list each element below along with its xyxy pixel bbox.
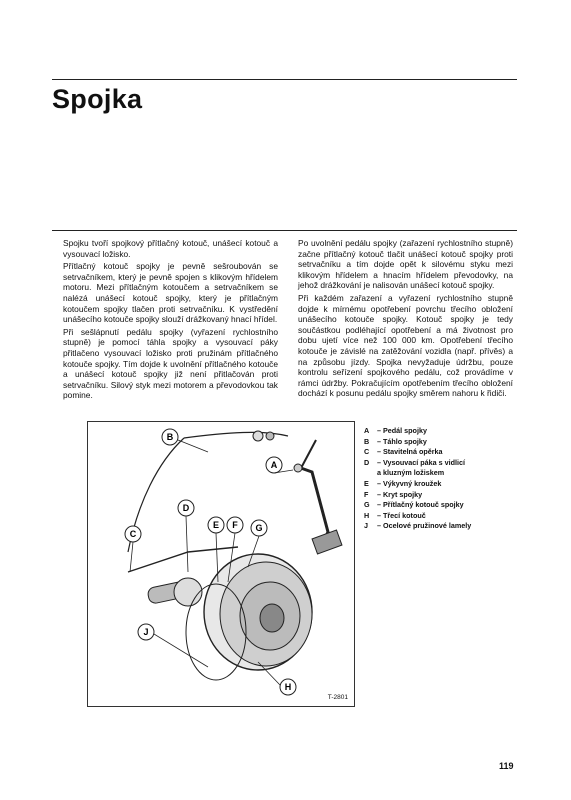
- paragraph: Po uvolnění pedálu spojky (zařazení rychlostního stupně) začne přítlačný kotouč tlačit unášecí kotouč spojky proti setrvačníku a tím dojde opět k silovému styku mezi klikovým hřídelem a hnacím hřídelem převodovky, na jehož drážkování je nalisován unášecí kotouč spojky.: [298, 238, 513, 291]
- legend-item: [364, 458, 524, 479]
- callout-label: A: [270, 460, 278, 470]
- legend-text: – Třecí kotouč: [377, 510, 426, 520]
- top-rule: [52, 79, 517, 80]
- legend-item: [364, 521, 524, 532]
- text-column-right: [298, 238, 513, 401]
- legend-text: – Stavitelná opěrka: [377, 447, 443, 457]
- callout-label: H: [284, 682, 292, 692]
- paragraph: Při sešlápnutí pedálu spojky (vyřazení rychlostního stupně) je pomocí táhla spojky a vysouvací páky přitlačeno vysouvací ložisko proti pružinám přítlačného kotouče spojky. Tím dojde k uvolnění přítlačného kotouče a unášecí kotouč spojky již není přitlačován proti setrvačníku. Silový styk mezi motorem a převodovkou tak pomine.: [63, 326, 278, 401]
- legend-item: [364, 511, 524, 522]
- figure-code: T-2801: [327, 694, 348, 701]
- paragraph: Přítlačný kotouč spojky je pevně sešroubován se setrvačníkem, který je pevně spojen s klikovým hřídelem motoru. Mezi přítlačným kotoučem a setrvačníkem se nalézá unášecí kotouč spojky, který je přítlačným kotoučem spojky tlačen proti setrvačníku. K vystředění unášecího kotouče spojky slouží drážkovaný hnací hřídel.: [63, 261, 278, 325]
- legend-text: – Výkyvný kroužek: [377, 478, 442, 488]
- callout-label: E: [212, 520, 220, 530]
- cable-nut: [253, 431, 263, 441]
- callout-label: G: [255, 523, 263, 533]
- legend-key: F: [364, 489, 369, 499]
- legend-item: [364, 447, 524, 458]
- legend-key: G: [364, 500, 370, 510]
- legend-item: [364, 426, 524, 437]
- legend-text: – Přítlačný kotouč spojky: [377, 500, 464, 510]
- pedal-bracket: [300, 440, 316, 470]
- legend-item: [364, 490, 524, 501]
- legend-key: A: [364, 426, 370, 435]
- legend-item: [364, 479, 524, 490]
- callout-label: F: [232, 520, 238, 530]
- legend-key: H: [364, 510, 370, 520]
- legend-key: J: [364, 521, 368, 531]
- legend-text: – Kryt spojky: [377, 489, 423, 499]
- paragraph: Při každém zařazení a vyřazení rychlostního stupně dojde k mírnému opotřebení povrchu třecího obložení unášecího kotouče spojky. Kotouč spojky je tedy součástkou podléhající opotřebení a má životnost pro dobu ujetí více než 100 000 km. Opotřebení třecího kotouče je závislé na zatěžování vozidla (např. přívěs) a na způsobu jízdy. Spojka nevyžaduje údržbu, pouze kontrolu seřízení spojkového pedálu, což provádíme v rámci údržby. Pokračujícím opotřebením třecího obložení dochází k posunu pedálu spojky směrem nahoru k řidiči.: [298, 292, 513, 399]
- callout-label: B: [166, 432, 174, 442]
- legend-text: – Táhlo spojky: [377, 436, 427, 446]
- callout-label: D: [182, 503, 190, 513]
- page-number: 119: [499, 761, 514, 771]
- paragraph: Spojku tvoří spojkový přítlačný kotouč, unášecí kotouč a vysouvací ložisko.: [63, 238, 278, 259]
- legend-key: B: [364, 436, 370, 446]
- legend-text: – Ocelové pružinové lamely: [377, 521, 472, 531]
- legend-item: [364, 437, 524, 448]
- callout-label: C: [129, 529, 137, 539]
- legend-key: E: [364, 478, 369, 488]
- legend-key: D: [364, 457, 370, 467]
- figure-legend: [364, 426, 524, 532]
- cable-nut: [266, 432, 274, 440]
- page-title: Spojka: [52, 84, 143, 114]
- title-rule: [52, 230, 517, 231]
- clutch-drawing: [88, 422, 354, 706]
- text-column-left: [63, 238, 278, 403]
- clutch-diagram: [87, 421, 355, 707]
- callout-label: J: [143, 627, 149, 637]
- lever-rod: [128, 547, 238, 572]
- legend-text: – Vysouvací páka s vidlicí a kluzným ložiskem: [377, 457, 466, 478]
- pedal-pad: [312, 530, 342, 554]
- legend-text: – Pedál spojky: [377, 426, 427, 435]
- disc-center: [260, 604, 284, 632]
- pedal-pivot: [294, 464, 302, 472]
- legend-key: C: [364, 447, 370, 457]
- pedal-arm: [298, 467, 328, 540]
- release-bearing: [174, 578, 202, 606]
- legend-item: [364, 500, 524, 511]
